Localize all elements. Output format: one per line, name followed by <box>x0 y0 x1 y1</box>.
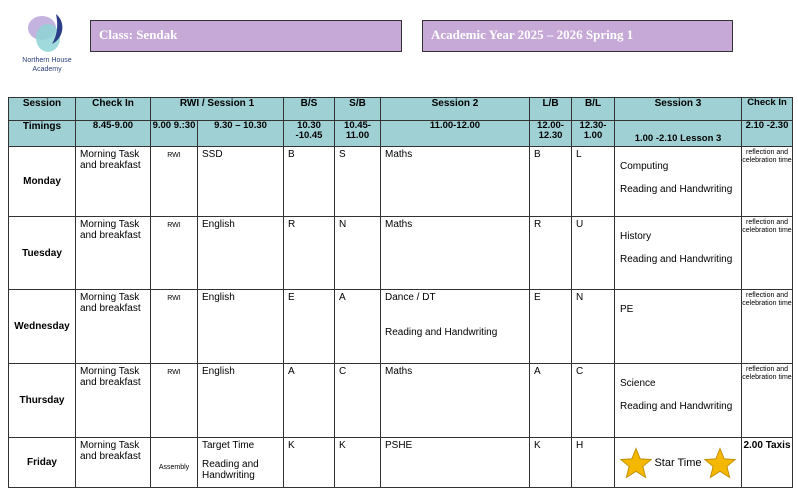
session3-a: Science <box>620 378 656 389</box>
logo-line-2: Academy <box>32 66 62 73</box>
session3-a: History <box>620 231 652 242</box>
timing-bl: 12.30-1.00 <box>572 121 615 147</box>
session1-cell: SSD <box>198 147 284 217</box>
session2-a: Maths <box>385 219 413 230</box>
rwi-cell: RWI <box>151 147 198 217</box>
sb-cell: K <box>335 438 381 488</box>
bs-cell: A <box>284 364 335 438</box>
session1-cell: English <box>198 364 284 438</box>
rwi-cell: RWI <box>151 217 198 290</box>
bl-cell: U <box>572 217 615 290</box>
day-row-thursday <box>9 364 793 438</box>
check-in-cell: Morning Task and breakfast <box>76 364 151 438</box>
session2-cell <box>381 217 530 290</box>
day-label: Thursday <box>9 364 76 438</box>
timings-label: Timings <box>9 121 76 147</box>
lb-cell: R <box>530 217 572 290</box>
timing-sb: 10.45-11.00 <box>335 121 381 147</box>
timing-check-in: 8.45-9.00 <box>76 121 151 147</box>
bl-cell: N <box>572 290 615 364</box>
day-row-tuesday <box>9 217 793 290</box>
session2-cell: PSHE <box>381 438 530 488</box>
timing-session1: 9.30 – 10.30 <box>198 121 284 147</box>
session3-cell <box>615 364 742 438</box>
star-time-label: Star Time <box>654 456 702 469</box>
session1-a: Target Time <box>202 440 255 451</box>
rwi-cell: RWI <box>151 290 198 364</box>
star-icon <box>703 447 737 479</box>
session1-b: Reading and Handwriting <box>202 459 259 481</box>
lb-cell: B <box>530 147 572 217</box>
day-row-monday <box>9 147 793 217</box>
rwi-cell: RWI <box>151 364 198 438</box>
bl-cell: C <box>572 364 615 438</box>
col-bs: B/S <box>284 98 335 121</box>
session2-b: Reading and Handwriting <box>385 327 498 338</box>
col-sb: S/B <box>335 98 381 121</box>
bs-cell: B <box>284 147 335 217</box>
session3-cell <box>615 217 742 290</box>
col-session3: Session 3 <box>615 98 742 121</box>
session3-a: Computing <box>620 161 669 172</box>
lb-cell: K <box>530 438 572 488</box>
day-row-wednesday <box>9 290 793 364</box>
check-out-cell: reflection and celebration time <box>742 364 793 438</box>
academic-year-header: Academic Year 2025 – 2026 Spring 1 <box>422 20 733 52</box>
class-header: Class: Sendak <box>90 20 402 52</box>
session2-cell <box>381 364 530 438</box>
timing-check-in-2: 2.10 -2.30 <box>742 121 793 147</box>
check-out-cell: reflection and celebration time <box>742 217 793 290</box>
academy-logo <box>14 8 80 80</box>
session1-cell <box>198 438 284 488</box>
check-in-cell: Morning Task and breakfast <box>76 147 151 217</box>
session1-cell: English <box>198 217 284 290</box>
check-out-cell: reflection and celebration time <box>742 147 793 217</box>
timetable <box>8 97 793 488</box>
sb-cell: S <box>335 147 381 217</box>
col-bl: B/L <box>572 98 615 121</box>
session2-a: Dance / DT <box>385 292 436 303</box>
check-in-cell: Morning Task and breakfast <box>76 290 151 364</box>
star-icon <box>619 447 653 479</box>
bl-cell: H <box>572 438 615 488</box>
session2-cell <box>381 147 530 217</box>
timings-row <box>9 121 793 147</box>
col-lb: L/B <box>530 98 572 121</box>
logo-line-1: Northern House <box>22 57 72 64</box>
day-label: Friday <box>9 438 76 488</box>
sb-cell: N <box>335 217 381 290</box>
session2-cell <box>381 290 530 364</box>
sb-cell: A <box>335 290 381 364</box>
col-session: Session <box>9 98 76 121</box>
session3-b: Reading and Handwriting <box>620 184 733 195</box>
taxis-cell: 2.00 Taxis <box>742 438 793 488</box>
session1-cell: English <box>198 290 284 364</box>
col-session2: Session 2 <box>381 98 530 121</box>
col-check-in-2: Check In <box>742 98 793 121</box>
session3-cell <box>615 147 742 217</box>
timing-lb: 12.00-12.30 <box>530 121 572 147</box>
day-row-friday <box>9 438 793 488</box>
bs-cell: E <box>284 290 335 364</box>
check-out-cell: reflection and celebration time <box>742 290 793 364</box>
check-in-cell: Morning Task and breakfast <box>76 217 151 290</box>
session3-a: PE <box>620 304 634 315</box>
check-in-cell: Morning Task and breakfast <box>76 438 151 488</box>
timing-bs: 10.30 -10.45 <box>284 121 335 147</box>
bl-cell: L <box>572 147 615 217</box>
star-time-cell <box>615 438 742 488</box>
bs-cell: K <box>284 438 335 488</box>
session3-cell <box>615 290 742 364</box>
academy-logo-mark-icon <box>26 10 70 56</box>
lb-cell: A <box>530 364 572 438</box>
bs-cell: R <box>284 217 335 290</box>
day-label: Wednesday <box>9 290 76 364</box>
day-label: Tuesday <box>9 217 76 290</box>
timing-rwi: 9.00 9.:30 <box>151 121 198 147</box>
column-header-row <box>9 98 793 121</box>
session3-b: Reading and Handwriting <box>620 401 733 412</box>
timing-session2: 11.00-12.00 <box>381 121 530 147</box>
lb-cell: E <box>530 290 572 364</box>
col-rwi-session1: RWI / Session 1 <box>151 98 284 121</box>
col-check-in: Check In <box>76 98 151 121</box>
session2-a: Maths <box>385 149 413 160</box>
day-label: Monday <box>9 147 76 217</box>
assembly-cell: Assembly <box>151 438 198 488</box>
session2-a: Maths <box>385 366 413 377</box>
timing-session3: 1.00 -2.10 Lesson 3 <box>615 121 742 147</box>
session3-b: Reading and Handwriting <box>620 254 733 265</box>
sb-cell: C <box>335 364 381 438</box>
